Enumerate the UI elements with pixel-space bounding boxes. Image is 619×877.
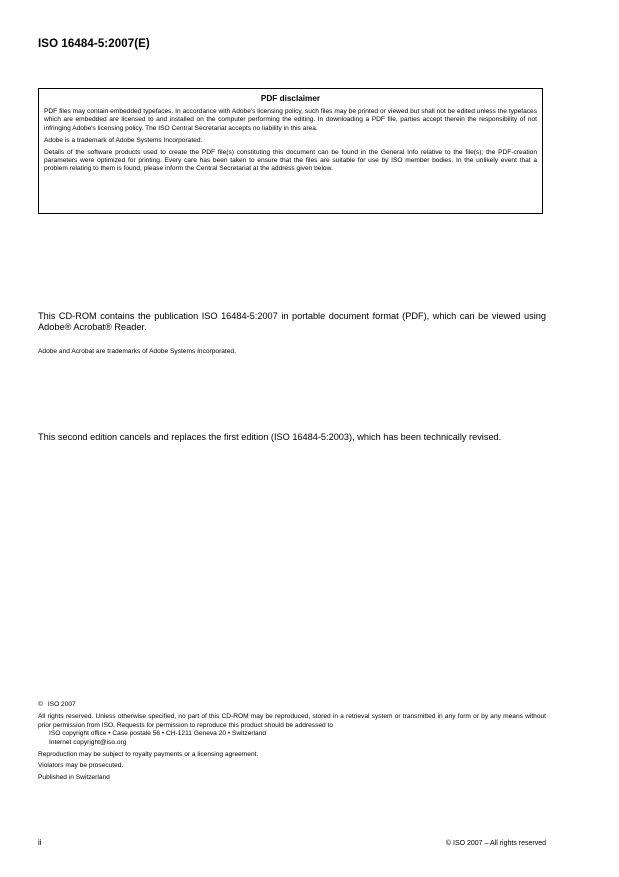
disclaimer-title: PDF disclaimer <box>260 94 321 103</box>
disclaimer-paragraph-typefaces: PDF files may contain embedded typefaces. In accordance with Adobe's licensing policy, such files may be printed or viewed but shall not be edited unless the typefaces which are embedded are licensed to and installed on the computer performing the editing. In downloading a PDF file, parties accept therein the responsibility of not infringing Adobe's licensing policy. The ISO Central Secretariat accepts no liability in this area. <box>44 108 537 132</box>
copyright-year: ISO 2007 <box>47 701 76 708</box>
cdrom-trademark-note: Adobe and Acrobat are trademarks of Adobe Systems Incorporated. <box>38 348 236 355</box>
copyright-block <box>38 701 546 786</box>
disclaimer-paragraph-software: Details of the software products used to create the PDF file(s) constituting this document can be found in the General Info relative to the file(s); the PDF-creation parameters were optimized for printing. Every care has been taken to ensure that the files are suitable for use by ISO member bodies. In the unlikely event that a problem relating to them is found, please inform the Central Secretariat at the address given below. <box>44 148 537 173</box>
footer-page-number: ii <box>38 838 42 847</box>
royalty-note: Reproduction may be subject to royalty payments or a licensing agreement. <box>38 750 259 758</box>
pdf-disclaimer-box <box>38 88 543 214</box>
document-header-title: ISO 16484-5:2007(E) <box>38 38 150 50</box>
edition-note: This second edition cancels and replaces the first edition (ISO 16484-5:2003), which has been technically revised. <box>38 432 502 442</box>
cdrom-description: This CD-ROM contains the publication ISO 16484-5:2007 in portable document format (PDF), which can be viewed using Adobe® Acrobat® Reader. <box>38 311 546 332</box>
address-line-postal: ISO copyright office • Case postale 56 • CH-1211 Geneva 20 • Switzerland <box>49 730 267 738</box>
iso-copyright-office-address <box>38 730 546 747</box>
published-note: Published in Switzerland <box>38 774 110 782</box>
copyright-symbol: © <box>38 701 43 708</box>
violators-note: Violators may be prosecuted. <box>38 762 124 770</box>
copyright-notice <box>38 701 546 709</box>
rights-statement: All rights reserved. Unless otherwise specified, no part of this CD-ROM may be reproduced, stored in a retrieval system or transmitted in any form or by any means without prior permission from ISO. Requests for permission to reproduce this product should be addressed to <box>38 713 546 729</box>
address-line-internet: Internet copyright@iso.org <box>49 738 127 746</box>
footer-copyright: © ISO 2007 – All rights reserved <box>445 840 546 847</box>
disclaimer-paragraph-trademark: Adobe is a trademark of Adobe Systems Incorporated. <box>44 136 203 144</box>
